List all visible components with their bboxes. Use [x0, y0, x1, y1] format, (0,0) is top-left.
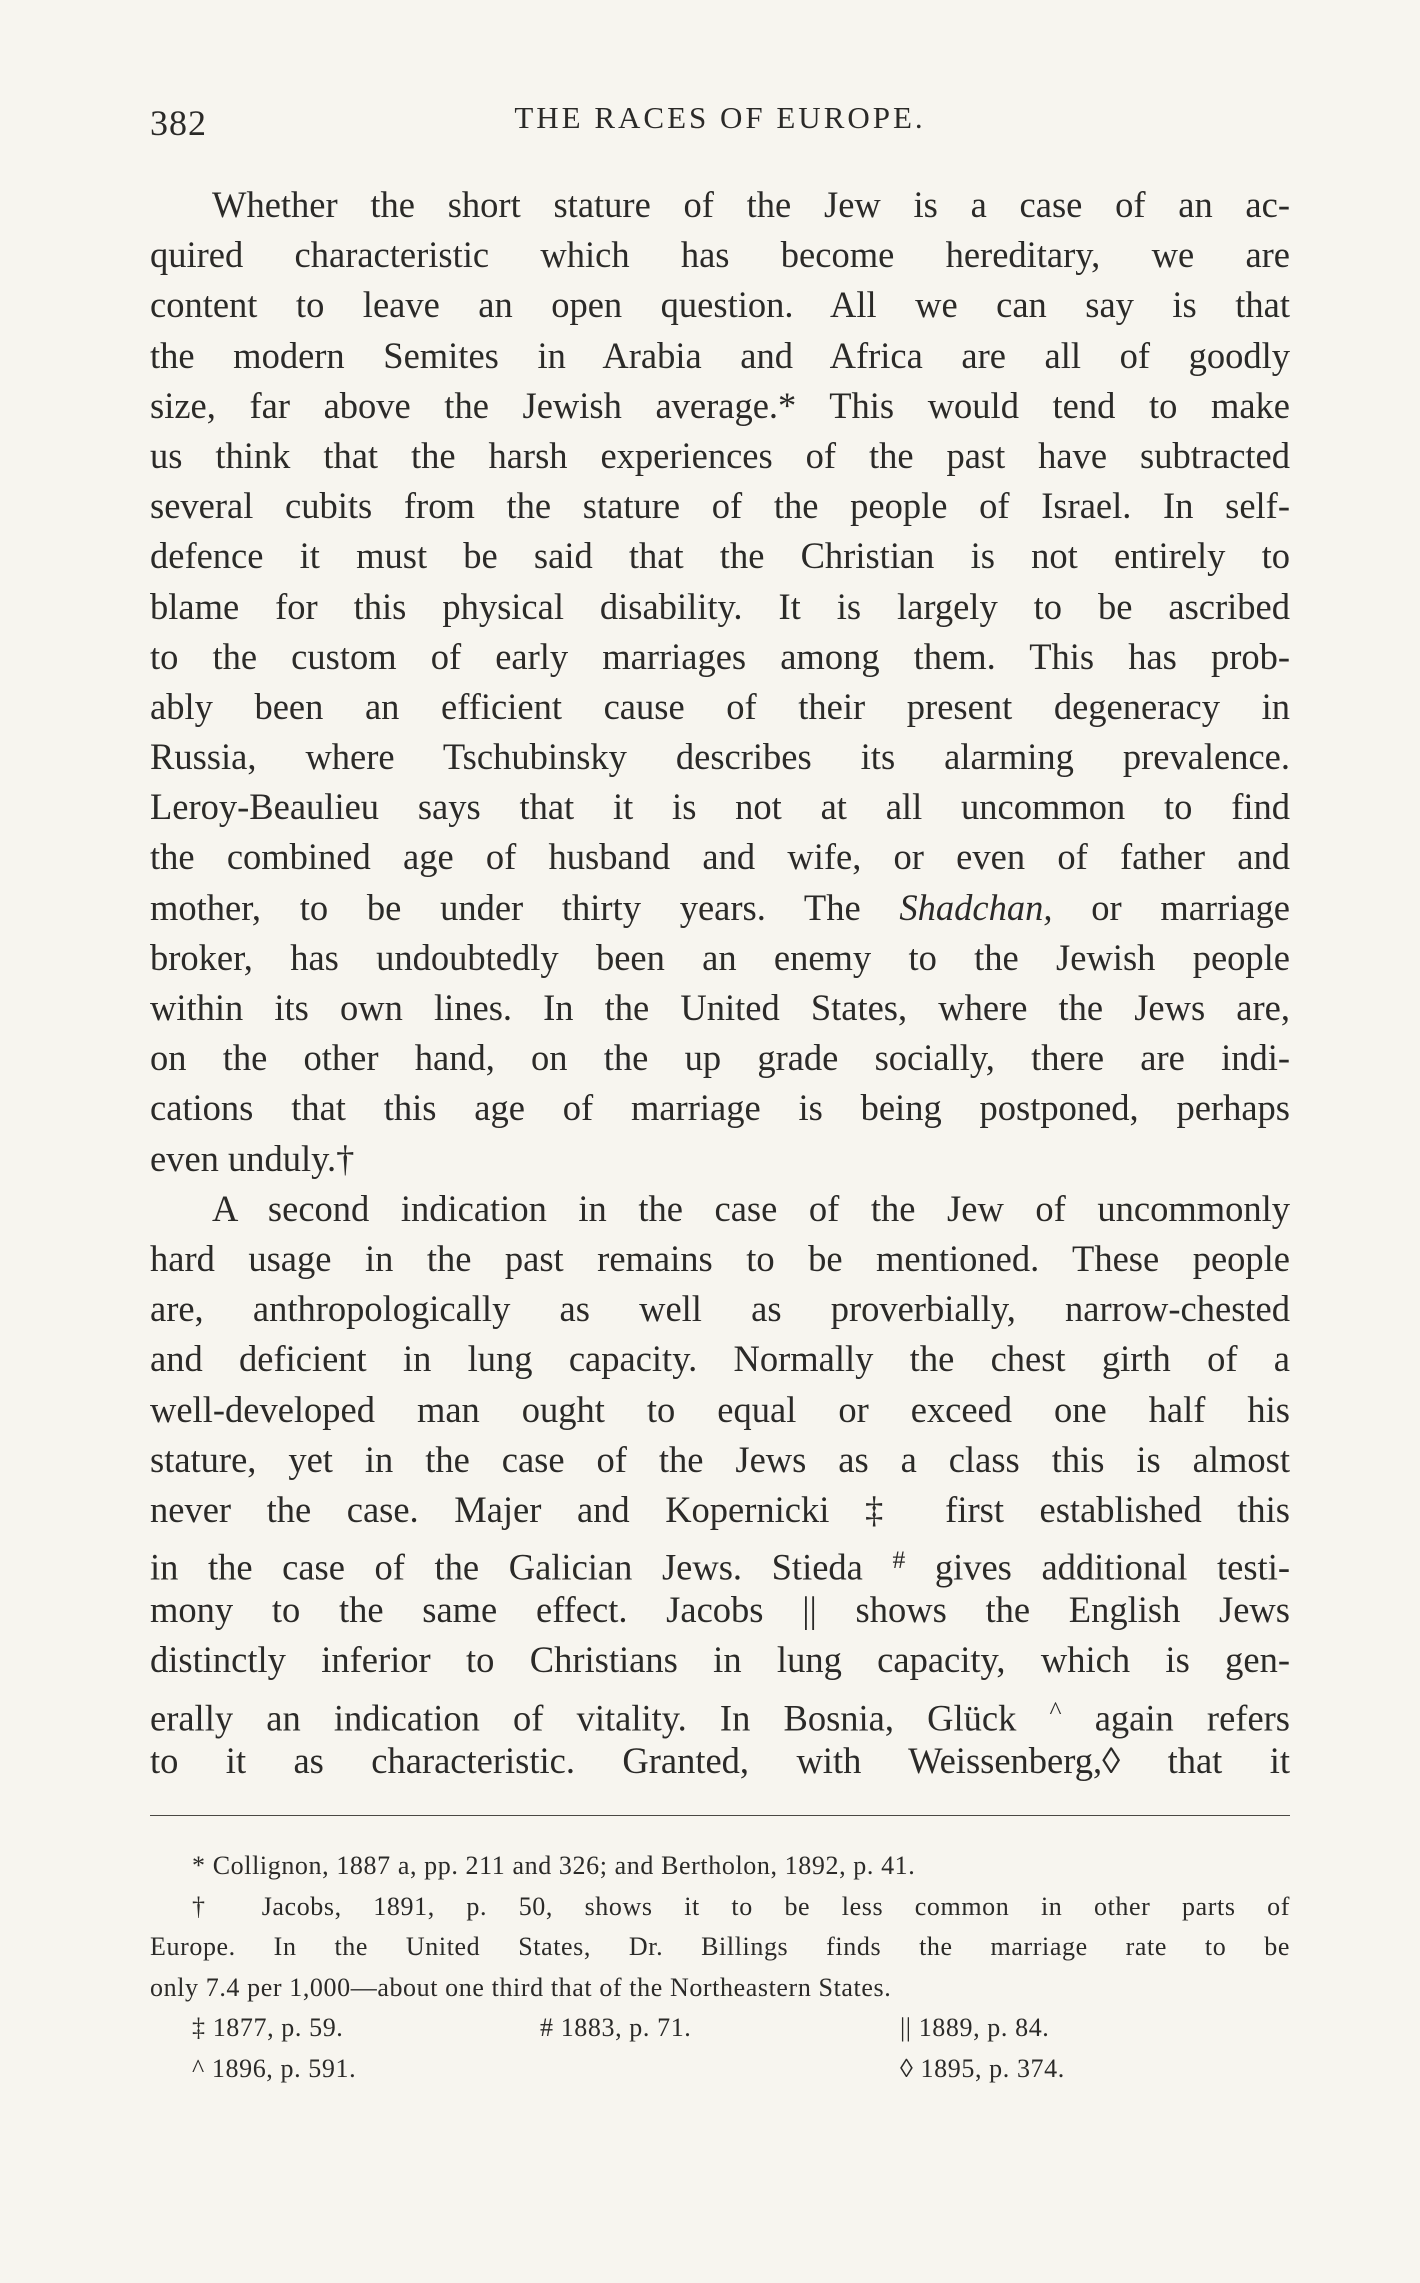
text-line: Russia, where Tschubinsky describes its alarming prevalence. [150, 736, 1290, 778]
text-line: ably been an efficient cause of their present degeneracy in [150, 685, 1290, 727]
text-line: several cubits from the stature of the people of Israel. In self- [150, 485, 1290, 527]
text-line: cations that this age of marriage is being postponed, perhaps [150, 1087, 1290, 1129]
page-header [150, 92, 1290, 152]
body-text [150, 180, 1290, 1786]
page-number: 382 [150, 103, 207, 143]
footnote-ref: ‡ 1877, p. 59. [192, 2013, 344, 2042]
text-segment: mother, to be under thirty years. The [150, 886, 861, 928]
text-line: to the custom of early marriages among them. This has prob- [150, 635, 1290, 677]
footnotes [150, 1846, 1290, 2089]
text-line: stature, yet in the case of the Jews as a class this is almost [150, 1438, 1290, 1480]
text-line: never the case. Majer and Kopernicki ‡ first established this [150, 1488, 1290, 1530]
italic-term-shadchan: Shadchan, [899, 886, 1053, 928]
text-segment: again refers [1094, 1697, 1290, 1739]
footnote-divider [150, 1815, 1290, 1816]
footnote-ref: || 1889, p. 84. [900, 2013, 1050, 2042]
text-segment: gives additional testi- [934, 1546, 1290, 1588]
text-line: on the other hand, on the up grade socially, there are indi- [150, 1037, 1290, 1079]
text-line: the combined age of husband and wife, or even of father and [150, 836, 1290, 878]
footnote-marker: ^ [1049, 1695, 1062, 1725]
text-segment: in the case of the Galician Jews. Stieda [150, 1546, 863, 1588]
text-line: A second indication in the case of the Jew of uncommonly [212, 1187, 1290, 1229]
text-line: size, far above the Jewish average.* This would tend to make [150, 384, 1290, 426]
running-title: THE RACES OF EUROPE. [514, 100, 926, 135]
footnote-ref: ^ 1896, p. 591. [192, 2053, 357, 2083]
text-line [150, 883, 1290, 933]
text-line: Whether the short stature of the Jew is a case of an ac- [212, 184, 1290, 225]
text-line [150, 1535, 1290, 1588]
footnote-line: † Jacobs, 1891, p. 50, shows it to be less common in other parts of [192, 1891, 1290, 1921]
footnote-marker: # [892, 1545, 906, 1575]
text-line: content to leave an open question. All we can say is that [150, 284, 1290, 326]
text-line: within its own lines. In the United States, where the Jews are, [150, 987, 1290, 1028]
text-line: blame for this physical disability. It is largely to be ascribed [150, 585, 1290, 627]
text-segment: or marriage [1091, 886, 1291, 928]
footnote-ref-row [150, 2008, 1290, 2049]
text-segment: erally an indication of vitality. In Bosnia, Glück [150, 1697, 1017, 1739]
text-line: well-developed man ought to equal or exceed one half his [150, 1388, 1290, 1430]
footnote-line: * Collignon, 1887 a, pp. 211 and 326; and Bertholon, 1892, p. 41. [192, 1851, 916, 1880]
text-line: distinctly inferior to Christians in lung capacity, which is gen- [150, 1639, 1290, 1681]
text-line: mony to the same effect. Jacobs || shows the English Jews [150, 1589, 1290, 1631]
footnote-ref: # 1883, p. 71. [540, 2013, 692, 2042]
text-line: defence it must be said that the Christian is not entirely to [150, 535, 1290, 577]
text-line: even unduly.† [150, 1137, 355, 1179]
footnote-ref-row [150, 2049, 1290, 2090]
text-line: broker, has undoubtedly been an enemy to the Jewish people [150, 936, 1290, 978]
footnote-line: Europe. In the United States, Dr. Billings finds the marriage rate to be [150, 1932, 1290, 1961]
text-line: us think that the harsh experiences of the past have subtracted [150, 434, 1290, 476]
footnote-line: only 7.4 per 1,000—about one third that of the Northeastern States. [150, 1972, 892, 2002]
text-line: quired characteristic which has become hereditary, we are [150, 234, 1290, 276]
text-line: are, anthropologically as well as proverbially, narrow-chested [150, 1288, 1290, 1330]
text-line: and deficient in lung capacity. Normally the chest girth of a [150, 1338, 1290, 1380]
text-line: hard usage in the past remains to be mentioned. These people [150, 1237, 1290, 1279]
footnote-ref: ◊ 1895, p. 374. [900, 2053, 1065, 2083]
text-line: Leroy-Beaulieu says that it is not at all uncommon to find [150, 786, 1290, 828]
text-line [150, 1686, 1290, 1739]
text-line: the modern Semites in Arabia and Africa are all of goodly [150, 334, 1290, 376]
text-line: to it as characteristic. Granted, with Weissenberg,◊ that it [150, 1739, 1290, 1781]
